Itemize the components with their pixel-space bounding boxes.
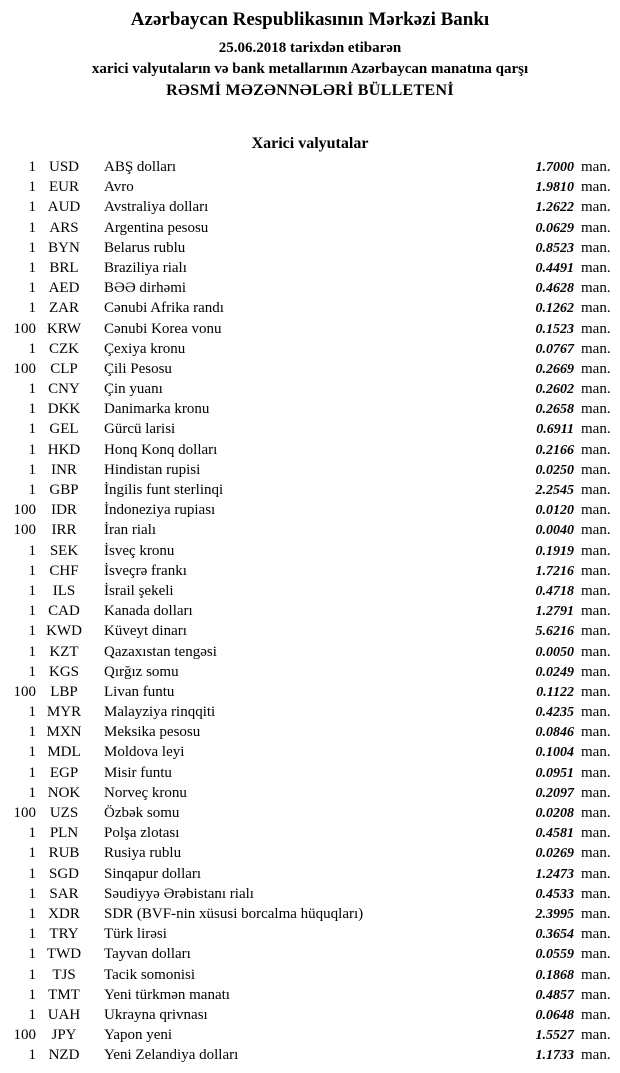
currency-name: Kanada dolları xyxy=(104,603,193,620)
rate-unit-label: man. xyxy=(581,582,611,599)
currency-name: Malayziya rinqqiti xyxy=(104,704,216,721)
rate-quantity: 1 xyxy=(28,542,36,559)
rate-value: 0.4491 xyxy=(535,260,574,276)
rate-unit-label: man. xyxy=(581,825,611,842)
rate-quantity: 1 xyxy=(28,704,36,721)
rate-value: 0.0846 xyxy=(535,725,574,741)
currency-code: UAH xyxy=(47,1006,81,1023)
currency-code: MXN xyxy=(46,724,82,741)
currency-name: Özbək somu xyxy=(104,805,180,821)
rate-value: 0.0648 xyxy=(535,1007,574,1023)
currency-name: İsrail şekeli xyxy=(104,582,174,599)
rate-row xyxy=(0,381,620,401)
currency-name: Belarus rublu xyxy=(104,239,186,256)
rate-row xyxy=(0,321,620,341)
rate-value: 1.7216 xyxy=(535,563,574,579)
rate-unit-label: man. xyxy=(581,441,611,458)
rate-row xyxy=(0,522,620,542)
rate-quantity: 100 xyxy=(13,360,36,377)
rate-quantity: 1 xyxy=(28,280,36,297)
currency-code: IRR xyxy=(51,522,77,539)
rate-value: 2.3995 xyxy=(535,906,574,922)
currency-name: Rusiya rublu xyxy=(104,845,182,862)
currency-name: İngilis funt sterlinqi xyxy=(104,482,224,498)
rate-value: 0.8523 xyxy=(535,240,574,256)
rate-value: 1.2473 xyxy=(535,866,574,882)
currency-name: İndoneziya rupiası xyxy=(104,502,216,519)
currency-code: JPY xyxy=(51,1027,77,1044)
rates-table-body xyxy=(0,159,620,1073)
rate-quantity: 1 xyxy=(28,885,36,902)
rate-row xyxy=(0,421,620,441)
rate-row xyxy=(0,1007,620,1027)
rate-row xyxy=(0,280,620,300)
rate-unit-label: man. xyxy=(581,381,611,398)
rate-value: 5.6216 xyxy=(535,624,574,640)
rate-unit-label: man. xyxy=(581,562,611,579)
currency-code: BRL xyxy=(49,259,79,276)
currency-code: AUD xyxy=(47,199,81,216)
rate-row xyxy=(0,603,620,623)
rate-unit-label: man. xyxy=(581,360,611,377)
currency-name: Yeni Zelandiya dolları xyxy=(104,1047,239,1064)
currency-name: ABŞ dolları xyxy=(104,159,177,175)
currency-name: Avro xyxy=(104,179,134,196)
currency-name: İran rialı xyxy=(104,522,157,539)
currency-code: HKD xyxy=(47,441,81,458)
currency-name: Misir funtu xyxy=(104,764,172,781)
rate-row xyxy=(0,462,620,482)
rate-unit-label: man. xyxy=(581,704,611,721)
rate-unit-label: man. xyxy=(581,320,611,337)
rate-unit-label: man. xyxy=(581,865,611,882)
rate-quantity: 1 xyxy=(28,239,36,256)
rate-value: 0.1868 xyxy=(535,967,574,983)
rate-unit-label: man. xyxy=(581,724,611,741)
rate-value: 0.2097 xyxy=(535,785,574,801)
effective-date-line: 25.06.2018 tarixdən etibarən xyxy=(218,40,402,56)
rate-unit-label: man. xyxy=(581,623,611,640)
currency-name: Polşa zlotası xyxy=(104,825,180,842)
rate-unit-label: man. xyxy=(581,159,611,175)
currency-name: Türk lirəsi xyxy=(104,926,167,943)
rate-unit-label: man. xyxy=(581,905,611,922)
currency-name: Tacik somonisi xyxy=(104,966,196,983)
currency-code: ZAR xyxy=(49,300,79,317)
rate-unit-label: man. xyxy=(581,199,611,216)
rate-value: 1.2622 xyxy=(535,200,574,216)
rate-quantity: 1 xyxy=(28,179,36,196)
rate-row xyxy=(0,906,620,926)
rate-row xyxy=(0,300,620,320)
section-title-foreign-currencies: Xarici valyutalar xyxy=(251,135,369,152)
rate-quantity: 1 xyxy=(28,582,36,599)
rate-row xyxy=(0,724,620,744)
currency-code: CAD xyxy=(48,603,80,620)
currency-name: Gürcü larisi xyxy=(104,421,176,438)
currency-name: Yeni türkmən manatı xyxy=(104,986,230,1003)
currency-name: İsveçrə frankı xyxy=(104,562,187,579)
rate-value: 0.4235 xyxy=(535,705,574,721)
rate-value: 1.9810 xyxy=(535,180,574,196)
currency-code: EGP xyxy=(49,764,79,781)
currency-code: BYN xyxy=(48,239,80,256)
rate-quantity: 1 xyxy=(28,1047,36,1064)
rate-row xyxy=(0,482,620,502)
currency-name: SDR (BVF-nin xüsusi borcalma hüquqları) xyxy=(104,905,364,922)
rate-quantity: 1 xyxy=(28,784,36,801)
rate-row xyxy=(0,926,620,946)
currency-code: NZD xyxy=(48,1047,80,1064)
currency-name: İsveç kronu xyxy=(104,542,175,559)
currency-name: Qırğız somu xyxy=(104,663,179,680)
rate-quantity: 1 xyxy=(28,845,36,862)
rate-value: 1.5527 xyxy=(535,1028,574,1044)
rate-row xyxy=(0,684,620,704)
rate-row xyxy=(0,1047,620,1067)
rate-row xyxy=(0,866,620,886)
rate-value: 0.0250 xyxy=(535,462,574,478)
currency-code: KRW xyxy=(46,320,82,337)
currency-code: UZS xyxy=(49,805,79,821)
currency-name: Avstraliya dolları xyxy=(104,199,209,216)
rate-quantity: 1 xyxy=(28,300,36,317)
rate-row xyxy=(0,543,620,563)
rate-quantity: 1 xyxy=(28,825,36,842)
rate-unit-label: man. xyxy=(581,805,611,821)
rate-unit-label: man. xyxy=(581,1027,611,1044)
rate-value: 1.1733 xyxy=(535,1048,574,1064)
rate-unit-label: man. xyxy=(581,179,611,196)
rate-unit-label: man. xyxy=(581,986,611,1003)
currency-name: Qazaxıstan tengəsi xyxy=(104,643,217,660)
currency-code: INR xyxy=(51,461,77,478)
currency-name: Moldova leyi xyxy=(104,744,185,761)
rate-value: 0.2602 xyxy=(535,382,574,398)
rate-quantity: 1 xyxy=(28,724,36,741)
rate-value: 0.3654 xyxy=(535,927,574,943)
rate-unit-label: man. xyxy=(581,885,611,902)
rate-unit-label: man. xyxy=(581,482,611,498)
currency-name: Danimarka kronu xyxy=(104,401,210,418)
currency-code: TJS xyxy=(52,966,76,983)
rate-unit-label: man. xyxy=(581,280,611,297)
rate-unit-label: man. xyxy=(581,259,611,276)
currency-code: EUR xyxy=(49,179,79,196)
currency-code: DKK xyxy=(47,401,81,418)
currency-code: MYR xyxy=(46,704,82,721)
rate-row xyxy=(0,199,620,219)
rate-quantity: 1 xyxy=(28,966,36,983)
rate-value: 0.1262 xyxy=(535,301,574,317)
currency-name: Cənubi Korea vonu xyxy=(104,320,222,337)
rate-quantity: 1 xyxy=(28,562,36,579)
currency-code: GEL xyxy=(49,421,79,438)
rate-quantity: 1 xyxy=(28,381,36,398)
rate-value: 0.4628 xyxy=(535,281,574,297)
rate-unit-label: man. xyxy=(581,966,611,983)
currency-code: TWD xyxy=(46,946,82,963)
rate-unit-label: man. xyxy=(581,643,611,660)
rate-quantity: 1 xyxy=(28,603,36,620)
rate-unit-label: man. xyxy=(581,340,611,357)
rate-unit-label: man. xyxy=(581,663,611,680)
currency-name: Braziliya rialı xyxy=(104,259,187,276)
rate-value: 0.4533 xyxy=(535,886,574,902)
currency-name: Çexiya kronu xyxy=(104,340,186,357)
rate-quantity: 1 xyxy=(28,199,36,216)
currency-name: Livan funtu xyxy=(104,683,175,700)
rate-quantity: 1 xyxy=(28,421,36,438)
rate-unit-label: man. xyxy=(581,421,611,438)
rate-unit-label: man. xyxy=(581,239,611,256)
rate-row xyxy=(0,987,620,1007)
rate-row xyxy=(0,765,620,785)
rate-quantity: 1 xyxy=(28,159,36,175)
rate-row xyxy=(0,744,620,764)
rate-value: 0.4581 xyxy=(535,826,574,842)
rate-unit-label: man. xyxy=(581,1006,611,1023)
rate-row xyxy=(0,825,620,845)
rate-quantity: 100 xyxy=(13,683,36,700)
rate-row xyxy=(0,240,620,260)
currency-code: LBP xyxy=(50,683,78,700)
rate-value: 0.4718 xyxy=(535,583,574,599)
rate-value: 0.0120 xyxy=(535,503,574,519)
rate-unit-label: man. xyxy=(581,845,611,862)
currency-code: KZT xyxy=(49,643,79,660)
rate-row xyxy=(0,159,620,179)
rate-value: 0.0208 xyxy=(535,806,574,821)
currency-name: Sinqapur dolları xyxy=(104,865,202,882)
rate-unit-label: man. xyxy=(581,764,611,781)
rate-value: 0.1004 xyxy=(535,745,574,761)
currency-name: Küveyt dinarı xyxy=(104,623,187,640)
rate-unit-label: man. xyxy=(581,603,611,620)
currency-code: TRY xyxy=(49,926,79,943)
rate-unit-label: man. xyxy=(581,1047,611,1064)
rate-quantity: 1 xyxy=(28,926,36,943)
bulletin-header xyxy=(0,8,620,102)
rate-quantity: 1 xyxy=(28,986,36,1003)
currency-code: CZK xyxy=(49,340,79,357)
rate-row xyxy=(0,967,620,987)
rate-row xyxy=(0,260,620,280)
rate-quantity: 1 xyxy=(28,1006,36,1023)
rate-row xyxy=(0,341,620,361)
rate-quantity: 1 xyxy=(28,259,36,276)
rate-row xyxy=(0,946,620,966)
rate-row xyxy=(0,442,620,462)
bulletin-name: RƏSMİ MƏZƏNNƏLƏRİ BÜLLETENİ xyxy=(166,82,454,99)
rate-value: 0.2166 xyxy=(535,442,574,458)
rate-quantity: 100 xyxy=(13,320,36,337)
rate-quantity: 1 xyxy=(28,865,36,882)
currency-code: KWD xyxy=(46,623,82,640)
rate-unit-label: man. xyxy=(581,522,611,539)
rate-value: 0.6911 xyxy=(536,422,574,438)
rate-row xyxy=(0,563,620,583)
rate-quantity: 1 xyxy=(28,461,36,478)
rate-unit-label: man. xyxy=(581,461,611,478)
currency-code: USD xyxy=(48,159,79,175)
currency-name: Ukrayna qrivnası xyxy=(104,1006,208,1023)
rate-unit-label: man. xyxy=(581,784,611,801)
bulletin-subtitle: xarici valyutaların və bank metallarının Azərbaycan manatına qarşı xyxy=(91,61,529,77)
rate-quantity: 100 xyxy=(13,1027,36,1044)
rate-row xyxy=(0,785,620,805)
rate-value: 0.2658 xyxy=(535,402,574,418)
currency-name: Hindistan rupisi xyxy=(104,461,201,478)
rate-unit-label: man. xyxy=(581,744,611,761)
rate-quantity: 1 xyxy=(28,643,36,660)
rate-value: 0.0050 xyxy=(535,644,574,660)
rate-value: 1.2791 xyxy=(535,604,574,620)
rate-value: 0.1523 xyxy=(535,321,574,337)
currency-name: Cənubi Afrika randı xyxy=(104,300,224,317)
rate-quantity: 1 xyxy=(28,764,36,781)
rate-unit-label: man. xyxy=(581,219,611,236)
rate-quantity: 1 xyxy=(28,744,36,761)
rate-unit-label: man. xyxy=(581,502,611,519)
currency-name: Yapon yeni xyxy=(104,1027,173,1044)
rate-value: 1.7000 xyxy=(535,160,574,175)
rate-value: 0.0249 xyxy=(535,664,574,680)
rate-quantity: 100 xyxy=(13,805,36,821)
currency-code: ARS xyxy=(49,219,79,236)
rate-unit-label: man. xyxy=(581,542,611,559)
rate-row xyxy=(0,220,620,240)
rate-row xyxy=(0,845,620,865)
currency-code: AED xyxy=(48,280,80,297)
rate-unit-label: man. xyxy=(581,926,611,943)
rate-row xyxy=(0,664,620,684)
currency-name: Argentina pesosu xyxy=(104,219,209,236)
rate-quantity: 1 xyxy=(28,219,36,236)
currency-code: IDR xyxy=(51,502,77,519)
rate-value: 0.0559 xyxy=(535,947,574,963)
currency-name: Honq Konq dolları xyxy=(104,441,218,458)
rate-quantity: 1 xyxy=(28,623,36,640)
currency-code: CHF xyxy=(49,562,79,579)
rate-value: 0.1122 xyxy=(536,684,574,700)
rate-quantity: 1 xyxy=(28,663,36,680)
rate-row xyxy=(0,401,620,421)
rate-value: 2.2545 xyxy=(535,483,574,498)
currency-code: KGS xyxy=(48,663,79,680)
currency-name: Tayvan dolları xyxy=(104,946,191,963)
rate-quantity: 100 xyxy=(13,522,36,539)
rate-quantity: 1 xyxy=(28,401,36,418)
currency-code: GBP xyxy=(49,482,79,498)
currency-code: PLN xyxy=(49,825,79,842)
rate-value: 0.0767 xyxy=(535,341,574,357)
currency-code: RUB xyxy=(48,845,80,862)
rate-value: 0.1919 xyxy=(535,543,574,559)
rate-value: 0.2669 xyxy=(535,361,574,377)
currency-code: SGD xyxy=(48,865,79,882)
rate-quantity: 1 xyxy=(28,946,36,963)
rate-row xyxy=(0,1027,620,1047)
rate-value: 0.0951 xyxy=(535,765,574,781)
rate-row xyxy=(0,805,620,825)
rate-value: 0.0629 xyxy=(535,220,574,236)
rate-value: 0.4857 xyxy=(535,987,574,1003)
rate-quantity: 1 xyxy=(28,905,36,922)
currency-name: BƏƏ dirhəmi xyxy=(104,280,187,297)
currency-code: SEK xyxy=(49,542,79,559)
rate-row xyxy=(0,886,620,906)
rate-unit-label: man. xyxy=(581,683,611,700)
currency-name: Səudiyyə Ərəbistanı rialı xyxy=(104,885,254,902)
rate-quantity: 1 xyxy=(28,340,36,357)
rate-unit-label: man. xyxy=(581,946,611,963)
currency-name: Çin yuanı xyxy=(104,381,163,398)
rate-row xyxy=(0,623,620,643)
bank-title: Azərbaycan Respublikasının Mərkəzi Bankı xyxy=(130,9,490,30)
rate-quantity: 1 xyxy=(28,441,36,458)
rate-row xyxy=(0,704,620,724)
rate-unit-label: man. xyxy=(581,300,611,317)
currency-code: ILS xyxy=(52,582,76,599)
currency-name: Meksika pesosu xyxy=(104,724,201,741)
currency-code: NOK xyxy=(47,784,81,801)
rate-quantity: 100 xyxy=(13,502,36,519)
currency-code: MDL xyxy=(47,744,81,761)
currency-name: Norveç kronu xyxy=(104,784,187,801)
rate-value: 0.0040 xyxy=(535,523,574,539)
rate-row xyxy=(0,502,620,522)
rate-row xyxy=(0,644,620,664)
rate-row xyxy=(0,179,620,199)
currency-code: CNY xyxy=(48,381,80,398)
currency-code: XDR xyxy=(48,905,80,922)
rate-quantity: 1 xyxy=(28,482,36,498)
rate-row xyxy=(0,583,620,603)
currency-name: Çili Pesosu xyxy=(104,360,172,377)
currency-code: TMT xyxy=(48,986,80,1003)
rate-value: 0.0269 xyxy=(535,846,574,862)
currency-code: SAR xyxy=(49,885,79,902)
rate-unit-label: man. xyxy=(581,401,611,418)
rate-row xyxy=(0,361,620,381)
currency-code: CLP xyxy=(50,360,78,377)
